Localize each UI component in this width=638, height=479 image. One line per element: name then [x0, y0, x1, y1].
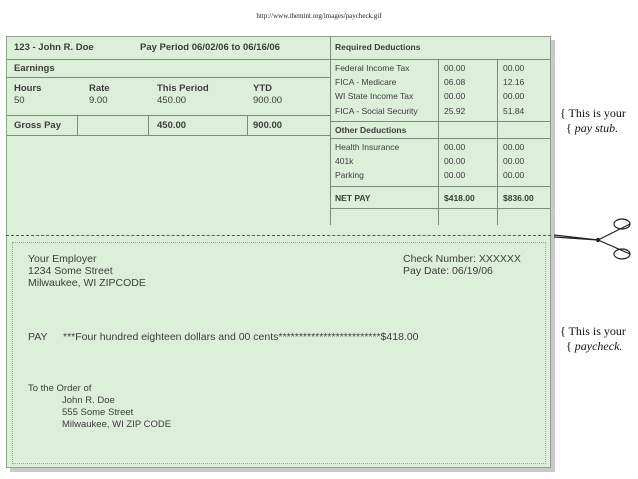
payee-street: 555 Some Street	[62, 407, 134, 418]
employer-name: Your Employer	[28, 253, 97, 265]
check-annotation	[560, 324, 626, 354]
cut-line	[6, 235, 551, 236]
earnings-header: Earnings	[14, 63, 55, 74]
deduction-ytd: 12.16	[503, 77, 525, 87]
brace-glyph: {	[566, 339, 575, 353]
employee-id-name: 123 - John R. Doe	[14, 42, 94, 53]
deduction-ytd: 00.00	[503, 142, 525, 152]
deduction-name: Health Insurance	[335, 142, 400, 152]
rate-header: Rate	[89, 83, 110, 94]
gross-pay-period: 450.00	[157, 120, 187, 131]
stub-note-line2: pay stub.	[574, 121, 619, 135]
deduction-period: 00.00	[444, 156, 466, 166]
hours-header: Hours	[14, 83, 42, 94]
deduction-ytd: 00.00	[503, 170, 525, 180]
scissors-icon	[552, 216, 634, 262]
ytd-header: YTD	[253, 83, 272, 94]
check-note-line1: This is your	[568, 324, 626, 338]
this-period-header: This Period	[157, 83, 209, 94]
this-period-value: 450.00	[157, 95, 187, 106]
brace-glyph: {	[560, 324, 569, 338]
deduction-name: WI State Income Tax	[335, 91, 414, 101]
required-deductions-header: Required Deductions	[335, 42, 421, 52]
deduction-period: 00.00	[444, 91, 466, 101]
rate-value: 9.00	[89, 95, 108, 106]
gross-pay-label: Gross Pay	[14, 120, 61, 131]
deduction-ytd: 00.00	[503, 63, 525, 73]
deduction-period: 00.00	[444, 142, 466, 152]
payee-name: John R. Doe	[62, 395, 115, 406]
ytd-value: 900.00	[253, 95, 283, 106]
pay-stub	[7, 37, 550, 225]
net-pay-period: $418.00	[444, 193, 475, 203]
pay-amount-text: ***Four hundred eighteen dollars and 00 cents*************************$418.00	[63, 331, 419, 343]
other-deductions-header: Other Deductions	[335, 125, 407, 135]
net-pay-ytd: $836.00	[503, 193, 534, 203]
hours-value: 50	[14, 95, 25, 106]
pay-label: PAY	[28, 331, 48, 343]
employer-city: Milwaukee, WI ZIPCODE	[28, 277, 146, 289]
brace-glyph: {	[566, 121, 575, 135]
check-note-line2: paycheck.	[574, 339, 623, 353]
pay-period: Pay Period 06/02/06 to 06/16/06	[140, 42, 280, 53]
deduction-period: 00.00	[444, 63, 466, 73]
check-number: Check Number: XXXXXX	[403, 253, 521, 265]
payee-city: Milwaukee, WI ZIP CODE	[62, 419, 172, 430]
deduction-ytd: 00.00	[503, 156, 525, 166]
gross-pay-ytd: 900.00	[253, 120, 283, 131]
stub-note-line1: This is your	[568, 106, 626, 120]
order-of-label: To the Order of	[28, 383, 92, 394]
stub-annotation	[560, 106, 626, 136]
deduction-name: FICA - Medicare	[335, 77, 397, 87]
brace-glyph: {	[560, 106, 569, 120]
deduction-ytd: 51.84	[503, 106, 525, 116]
deduction-name: Parking	[335, 170, 364, 180]
deduction-period: 25.92	[444, 106, 466, 116]
deduction-name: Federal Income Tax	[335, 63, 410, 73]
net-pay-label: NET PAY	[335, 193, 371, 203]
deduction-ytd: 00.00	[503, 91, 525, 101]
employer-street: 1234 Some Street	[28, 265, 113, 277]
deduction-period: 06.08	[444, 77, 466, 87]
pay-date: Pay Date: 06/19/06	[403, 265, 493, 277]
source-url[interactable]: http://www.themint.org/images/paycheck.gif	[256, 12, 382, 20]
deduction-name: FICA - Social Security	[335, 106, 418, 116]
deduction-name: 401k	[335, 156, 354, 166]
deduction-period: 00.00	[444, 170, 466, 180]
